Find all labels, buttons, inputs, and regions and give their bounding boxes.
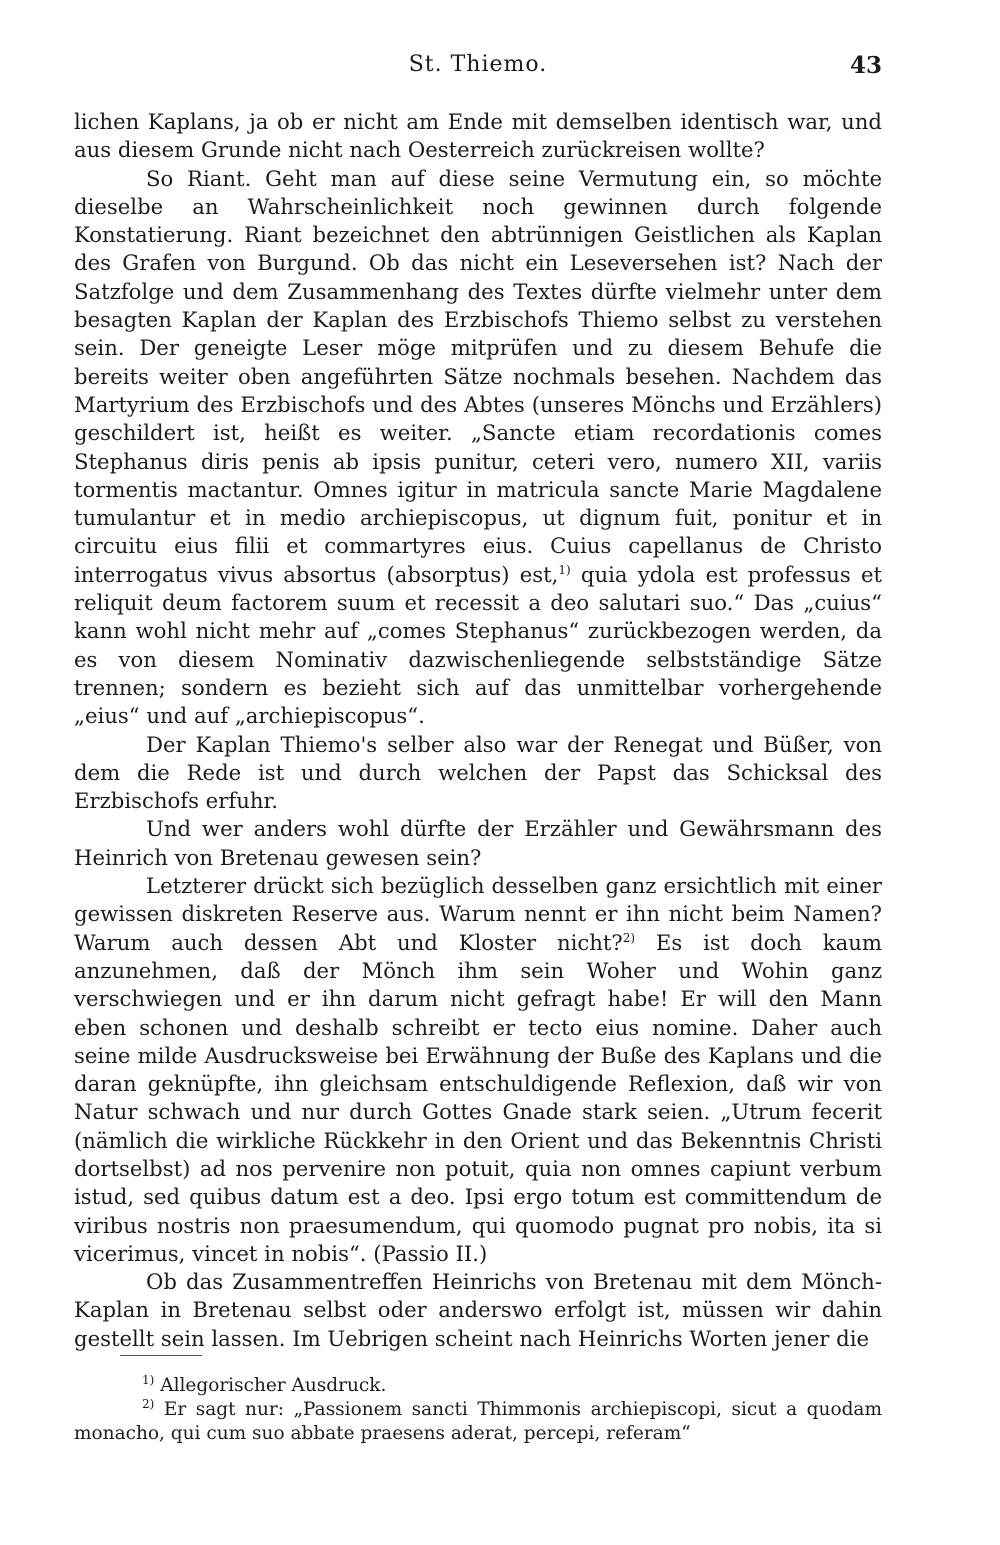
- paragraph: [74, 108, 882, 165]
- paragraph: [74, 165, 882, 731]
- footnote-mark: 2): [142, 1396, 155, 1411]
- footnote-divider: [120, 1355, 202, 1356]
- footnote-ref: 2): [622, 930, 636, 945]
- paragraph-text: Und wer anders wohl dürfte der Erzähler und Gewährsmann des Heinrich von Bretenau gewesen sein?: [74, 816, 882, 870]
- page-number: 43: [849, 52, 882, 79]
- footnotes: [74, 1374, 882, 1446]
- footnote: [74, 1374, 882, 1398]
- paragraph-text: Der Kaplan Thiemo's selber also war der Renegat und Büßer, von dem die Rede ist und durch welchen der Papst das Schicksal des Erzbischofs erfuhr.: [74, 731, 882, 814]
- paragraph: [74, 1268, 882, 1353]
- footnote: [74, 1398, 882, 1446]
- paragraph: [74, 815, 882, 872]
- page-header: [74, 52, 882, 86]
- body-text: [74, 108, 882, 1353]
- paragraph-text-cont: Es ist doch kaum anzunehmen, daß der Mönch ihm sein Woher und Wohin ganz verschwiegen und er ihn darum nicht gefragt habe! Er will den Mann eben schonen und deshalb schreibt er tecto eius nomine. Daher auch seine milde Ausdrucksweise bei Erwähnung der Buße des Kaplans und die daran geknüpfte, ihn gleichsam entschuldigende Reflexion, daß wir von Natur schwach und nur durch Gottes Gnade stark seien. „Utrum fecerit (nämlich die wirkliche Rückkehr in den Orient und das Bekenntnis Christi dortselbst) ad nos pervenire non potuit, quia non omnes capiunt verbum istud, sed quibus datum est a deo. Ipsi ergo totum est committendum de viribus nostris non praesumendum, qui quomodo pugnat pro nobis, ita si vicerimus, vincet in nobis“. (Passio II.): [74, 929, 882, 1266]
- running-title: St. Thiemo.: [408, 52, 548, 77]
- paragraph: [74, 731, 882, 816]
- paragraph-text: lichen Kaplans, ja ob er nicht am Ende mit demselben identisch war, und aus diesem Grunde nicht nach Oesterreich zurückreisen wollte?: [74, 109, 882, 163]
- paragraph-text: Ob das Zusammentreffen Heinrichs von Bretenau mit dem Mönch-Kaplan in Bretenau selbst oder anderswo erfolgt ist, müssen wir dahin gestellt sein lassen. Im Uebrigen scheint nach Heinrichs Worten jener die: [74, 1269, 882, 1351]
- paragraph-text: So Riant. Geht man auf diese seine Vermutung ein, so möchte dieselbe an Wahrscheinlichkeit noch gewinnen durch folgende Konstatierung. Riant bezeichnet den abtrünnigen Geistlichen als Kaplan des Grafen von Burgund. Ob das nicht ein Leseversehen ist? Nach der Satzfolge und dem Zusammenhang des Textes dürfte vielmehr unter dem besagten Kaplan der Kaplan des Erzbischofs Thiemo selbst zu verstehen sein. Der geneigte Leser möge mitprüfen und zu diesem Behufe die bereits weiter oben angeführten Sätze nochmals besehen. Nachdem das Martyrium des Erzbischofs und des Abtes (unseres Mönchs und Erzählers) geschildert ist, heißt es weiter. „Sancte etiam recordationis comes Stephanus diris penis ab ipsis punitur, ceteri vero, numero XII, variis tormentis mactantur. Omnes igitur in matricula sancte Marie Magdalene tumulantur et in medio archiepiscopus, ut dignum fuit, ponitur et in circuitu eius filii et commartyres eius. Cuius capellanus de Christo interrogatus vivus absortus (absorptus) est,: [74, 165, 882, 587]
- paragraph-text: Letzterer drückt sich bezüglich desselben ganz ersichtlich mit einer gewissen diskreten Reserve aus. Warum nennt er ihn nicht beim Namen? Warum auch dessen Abt und Kloster nicht?: [74, 873, 882, 955]
- paragraph: [74, 872, 882, 1268]
- footnote-text: Er sagt nur: „Passionem sancti Thimmonis archiepiscopi, sicut a quodam monacho, qui cum suo abbate praesens aderat, percepi, referam“: [74, 1399, 882, 1444]
- footnote-text: Allegorischer Ausdruck.: [154, 1375, 387, 1396]
- footnote-ref: 1): [558, 562, 571, 577]
- paragraph-text-cont: quia ydola est professus et reliquit deum factorem suum et recessit a deo salutari suo.“ Das „cuius“ kann wohl nicht mehr auf „comes Stephanus“ zurückbezogen werden, da es von diesem Nominativ dazwischenliegende selbstständige Sätze trennen; sondern es bezieht sich auf das unmittelbar vorhergehende „eius“ und auf „archiepiscopus“.: [74, 561, 882, 729]
- footnote-mark: 1): [142, 1372, 155, 1387]
